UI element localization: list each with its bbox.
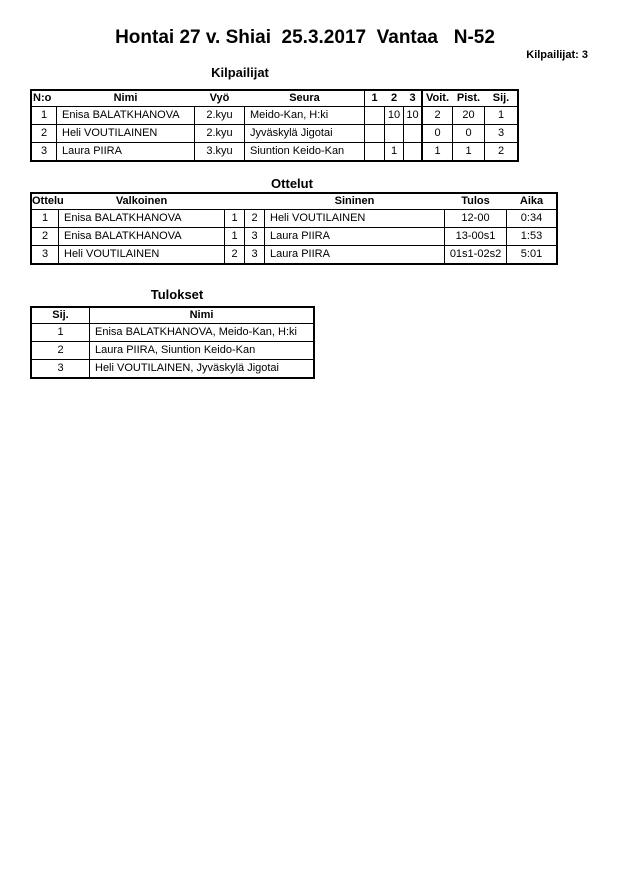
kilpailijat-row [32,143,517,160]
ottelut-cell: 01s1-02s2 [445,246,507,263]
tulokset-cell: Heli VOUTILAINEN, Jyväskylä Jigotai [95,362,279,374]
kilpailijat-table [30,89,519,162]
kilpailijat-header-row [32,91,517,107]
ottelut-cell: 3 [245,228,265,245]
ottelut-cell: 3 [245,246,265,263]
tulokset-cell: 1 [32,324,90,341]
ottelut-header-cell: Tulos [461,195,490,207]
ottelut-row [32,246,556,263]
kilpailijat-cell [365,143,385,160]
kilpailijat-cell: 1 [423,143,453,160]
ottelut-cell: Enisa BALATKHANOVA [59,210,225,227]
ottelut-header-cell: Aika [519,195,544,207]
kilpailijat-cell [404,125,423,142]
kilpailijat-row [32,125,517,143]
ottelut-cell: 2 [245,210,265,227]
kilpailijat-cell: 1 [32,107,57,124]
kilpailijat-cell: 2 [32,125,57,142]
tulokset-row [32,342,313,360]
kilpailijat-header-cell: 2 [390,92,398,104]
kilpailijat-cell: 10 [404,107,423,124]
kilpailijat-header-cell: Voit. [425,92,449,104]
kilpailijat-cell: 20 [453,107,485,124]
section-heading-kilpailijat: Kilpailijat [211,65,269,80]
section-heading-tulokset: Tulokset [150,287,204,302]
kilpailijat-header-cell: Nimi [113,92,138,104]
tulokset-cell: 2 [32,342,90,359]
ottelut-cell: 1 [225,210,245,227]
tulokset-row [32,324,313,342]
kilpailijat-cell: 2 [423,107,453,124]
ottelut-cell: Heli VOUTILAINEN [265,210,445,227]
ottelut-table [30,192,558,265]
kilpailijat-cell: Heli VOUTILAINEN [57,125,195,142]
ottelut-cell: 2 [225,246,245,263]
ottelut-cell: Enisa BALATKHANOVA [59,228,225,245]
tulokset-header-cell: Sij. [32,308,90,323]
kilpailijat-cell: 1 [385,143,404,160]
kilpailijat-row [32,107,517,125]
kilpailijat-cell [365,107,385,124]
tulokset-row [32,360,313,377]
kilpailijat-cell: Laura PIIRA [57,143,195,160]
kilpailijat-cell: 3.kyu [195,143,245,160]
ottelut-header-cell [225,194,245,209]
kilpailijat-header-cell: Sij. [492,92,510,104]
ottelut-header-cell [245,194,265,209]
tulokset-cell: 3 [32,360,90,377]
page-title: Hontai 27 v. Shiai 25.3.2017 Vantaa N-52 [115,27,495,48]
kilpailijat-header-cell: Seura [245,91,365,106]
ottelut-cell: 1:53 [520,230,543,242]
ottelut-cell: Laura PIIRA [265,246,445,263]
ottelut-cell: Heli VOUTILAINEN [59,246,225,263]
ottelut-cell: Laura PIIRA [265,228,445,245]
ottelut-header-cell: Valkoinen [115,195,168,207]
kilpailijat-cell: 2.kyu [195,125,245,142]
kilpailijat-header-cell: 1 [371,92,378,104]
kilpailijat-cell: 2 [497,145,505,157]
ottelut-cell: 0:34 [520,212,543,224]
ottelut-cell: 12-00 [445,210,507,227]
ottelut-cell: 1 [225,228,245,245]
kilpailijat-cell: 0 [453,125,485,142]
kilpailijat-cell [385,125,404,142]
tulokset-header-cell: Nimi [189,309,214,321]
ottelut-header-row [32,194,556,210]
kilpailijat-cell: Meido-Kan, H:ki [245,107,365,124]
ottelut-row [32,228,556,246]
kilpailijat-cell: 3 [497,127,505,139]
kilpailijat-header-cell: N:o [33,92,52,104]
kilpailijat-cell [365,125,385,142]
participant-count-label: Kilpailijat: 3 [526,49,588,61]
kilpailijat-header-cell: 3 [404,91,423,106]
kilpailijat-cell: 2.kyu [195,107,245,124]
kilpailijat-cell [404,143,423,160]
ottelut-header-cell: Sininen [334,195,375,207]
tulokset-cell: Laura PIIRA, Siuntion Keido-Kan [95,344,256,356]
kilpailijat-cell: Enisa BALATKHANOVA [57,107,195,124]
kilpailijat-cell: 10 [385,107,404,124]
kilpailijat-cell: 1 [453,143,485,160]
kilpailijat-cell: Siuntion Keido-Kan [245,143,365,160]
kilpailijat-cell: 1 [497,109,505,121]
ottelut-cell: 2 [32,228,59,245]
kilpailijat-header-cell: Pist. [456,92,481,104]
kilpailijat-cell: Jyväskylä Jigotai [245,125,365,142]
ottelut-row [32,210,556,228]
kilpailijat-cell: 3 [32,143,57,160]
ottelut-header-cell: Ottelu [32,195,64,207]
ottelut-cell: 1 [32,210,59,227]
tulokset-header-row [32,308,313,324]
ottelut-cell: 3 [32,246,59,263]
ottelut-cell: 13-00s1 [445,228,507,245]
ottelut-cell: 5:01 [520,248,543,260]
tulokset-cell: Enisa BALATKHANOVA, Meido-Kan, H:ki [95,326,297,338]
section-heading-ottelut: Ottelut [271,176,313,191]
kilpailijat-header-cell: Vyö [209,92,230,104]
tulokset-table [30,306,315,379]
kilpailijat-cell: 0 [423,125,453,142]
